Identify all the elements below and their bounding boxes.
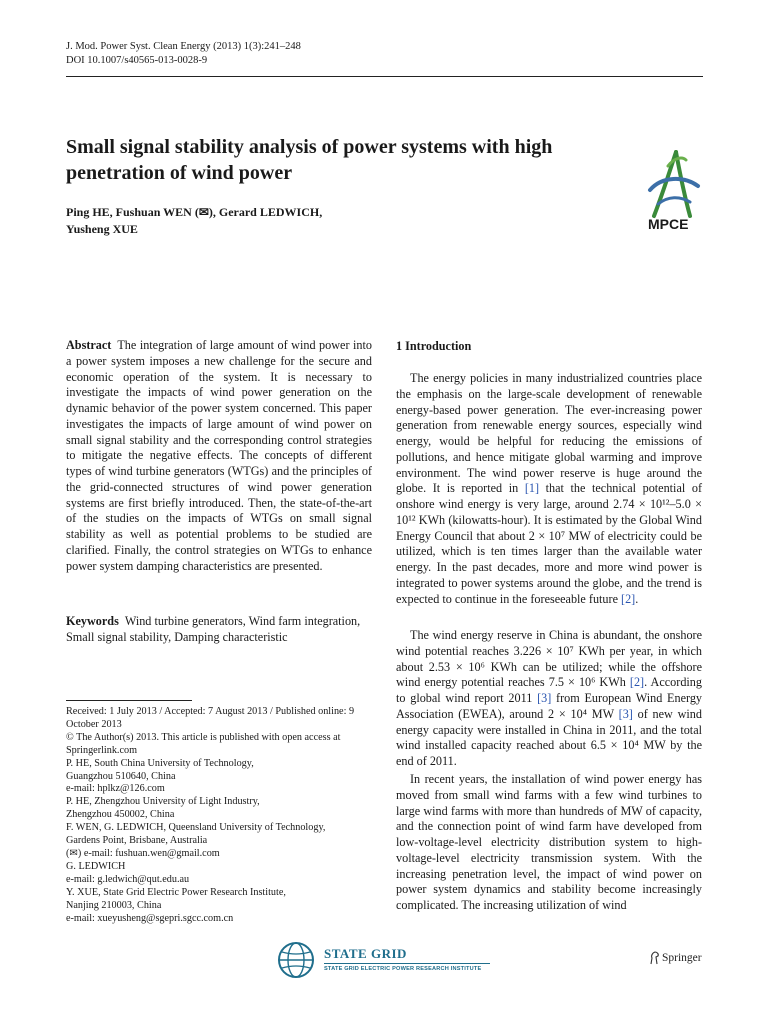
keywords-label: Keywords [66, 614, 119, 628]
intro-text: The wind energy reserve in China is abundant, the onshore wind potential reaches 3.226 × 10⁷ KWh per year, in which about 2.53 × 10⁶ KWh can be utilized; while the offshore wind energy potential reaches 7.5 × 10⁶ KWh [396, 628, 702, 690]
state-grid-globe-icon [276, 940, 316, 980]
footnote-email: e-mail: xueyusheng@sgepri.sgcc.com.cn [66, 912, 234, 924]
keywords-text: Wind turbine generators, Wind farm integration, Small signal stability, Damping characteristic [66, 614, 361, 644]
header-rule [66, 76, 703, 77]
mpce-logo-text: MPCE [648, 216, 689, 232]
state-grid-subtitle: STATE GRID ELECTRIC POWER RESEARCH INSTITUTE [324, 966, 482, 972]
footnote-rule [66, 700, 192, 701]
section-heading-introduction: 1 Introduction [396, 339, 472, 353]
state-grid-brand: STATE GRID [324, 946, 407, 961]
paper-title-line-1: Small signal stability analysis of power systems with high [66, 136, 553, 158]
citation-link[interactable]: [2] [629, 675, 645, 690]
springer-publisher: Springer [662, 952, 702, 964]
intro-text: . According to global wind report 2011 [396, 675, 702, 705]
author-line-1: Ping HE, Fushuan WEN (✉), Gerard LEDWICH, [66, 205, 323, 219]
intro-paragraph-2 [396, 628, 702, 770]
footer-brand-rule [324, 963, 490, 964]
abstract-label: Abstract [66, 338, 112, 352]
author-line-2: Yusheng XUE [66, 222, 138, 236]
footnote-affiliation: Zhengzhou 450002, China [66, 809, 175, 821]
intro-paragraph-3: In recent years, the installation of wind power energy has moved from small wind farms with a few wind turbines to large wind farms with more than hundreds of MW of capacity, and the connection point of wind farm have developed from low-voltage-level electricity distribution system to high-voltage-level electricity transmission system. With the increasing penetration level, the impact of wind power on power system dynamics and stability become increasingly complicated. The increasing utilization of wind [396, 772, 702, 912]
intro-text: that the technical potential of onshore wind energy is very large, around 2.74 × 10¹²–5.0 × 10¹² KWh (kilowatts-hour). It is estimated by the Global Wind Energy Council that about 2 × 10⁷ MW of electricity could be utilized, which is ten times larger than the available water energy. In the past decades, more and more wind power is integrated to power systems around the globe, and the trend is expected to continue in the foreseeable future [396, 481, 702, 606]
footnote-affiliation: P. HE, South China University of Technology, [66, 757, 254, 769]
intro-paragraph-1 [396, 371, 702, 607]
journal-citation: J. Mod. Power Syst. Clean Energy (2013) 1(3):241–248 [66, 41, 301, 52]
abstract [66, 338, 372, 574]
citation-link[interactable]: [3] [618, 706, 633, 721]
intro-text: . [635, 591, 639, 606]
springer-horse-icon [648, 951, 660, 970]
mpce-logo [640, 146, 708, 234]
footnote-email: e-mail: g.ledwich@qut.edu.au [66, 873, 190, 885]
footnote-copyright: © The Author(s) 2013. This article is published with open access at Springerlink.com [66, 731, 341, 756]
footnote-affiliation: Nanjing 210003, China [66, 899, 162, 911]
footnote-affiliation: Guangzhou 510640, China [66, 770, 176, 782]
footnote-affiliation: Gardens Point, Brisbane, Australia [66, 835, 208, 847]
citation-link[interactable]: [1] [524, 481, 540, 496]
intro-text: of new wind energy capacity were installed in China in 2011, and the total wind installed capacity reached about 6.5 × 10⁴ MW by the end of 2011. [396, 706, 702, 768]
footnote-email: (✉) e-mail: fushuan.wen@gmail.com [66, 847, 220, 859]
footnote-author: G. LEDWICH [66, 860, 126, 872]
footnote-affiliation: P. HE, Zhengzhou University of Light Industry, [66, 796, 260, 808]
footnotes [66, 706, 374, 925]
footnote-affiliation: F. WEN, G. LEDWICH, Queensland University of Technology, [66, 822, 326, 834]
footnote-affiliation: Y. XUE, State Grid Electric Power Research Institute, [66, 886, 286, 898]
paper-title [66, 134, 626, 186]
doi: DOI 10.1007/s40565-013-0028-9 [66, 55, 208, 66]
footnote-received: Received: 1 July 2013 / Accepted: 7 August 2013 / Published online: 9 October 2013 [66, 706, 355, 730]
author-list [66, 204, 466, 238]
citation-link[interactable]: [2] [621, 591, 636, 606]
intro-text: from European Wind Energy Association (EWEA), around 2 × 10⁴ MW [396, 691, 703, 721]
paper-title-line-2: penetration of wind power [66, 162, 293, 184]
intro-text: The energy policies in many industrialized countries place the emphasis on the large-scale development of renewable energy-based power generation. The ever-increasing power generation from renewable energy sources, especially wind energy, would be helpful for reducing the emissions of pollutions, and hence mitigate global warming and improve environment. The wind power reserve is huge around the globe. It is reported in [396, 371, 702, 496]
citation-link[interactable]: [3] [537, 691, 552, 705]
footnote-email: e-mail: hplkz@126.com [66, 783, 165, 795]
abstract-text: The integration of large amount of wind power into a power system imposes a new challenge for the secure and economic operation of the system. It is necessary to investigate the impacts of wind power generation on the dynamic behavior of the power system concerned. This paper investigates the impacts of large amount of wind power on small signal stability and the corresponding control strategies to mitigate the negative effects. The concepts of different types of wind turbine generators (WTGs) and the principles of the grid-connected structures of wind power generation systems are first briefly introduced. Then, the state-of-the-art of the studies on the impacts of WTGs on small signal stability as well as potential problems to be studied are clarified. Finally, the control strategies on WTGs to enhance power system damping characteristics are presented. [66, 338, 372, 573]
keywords [66, 614, 372, 646]
